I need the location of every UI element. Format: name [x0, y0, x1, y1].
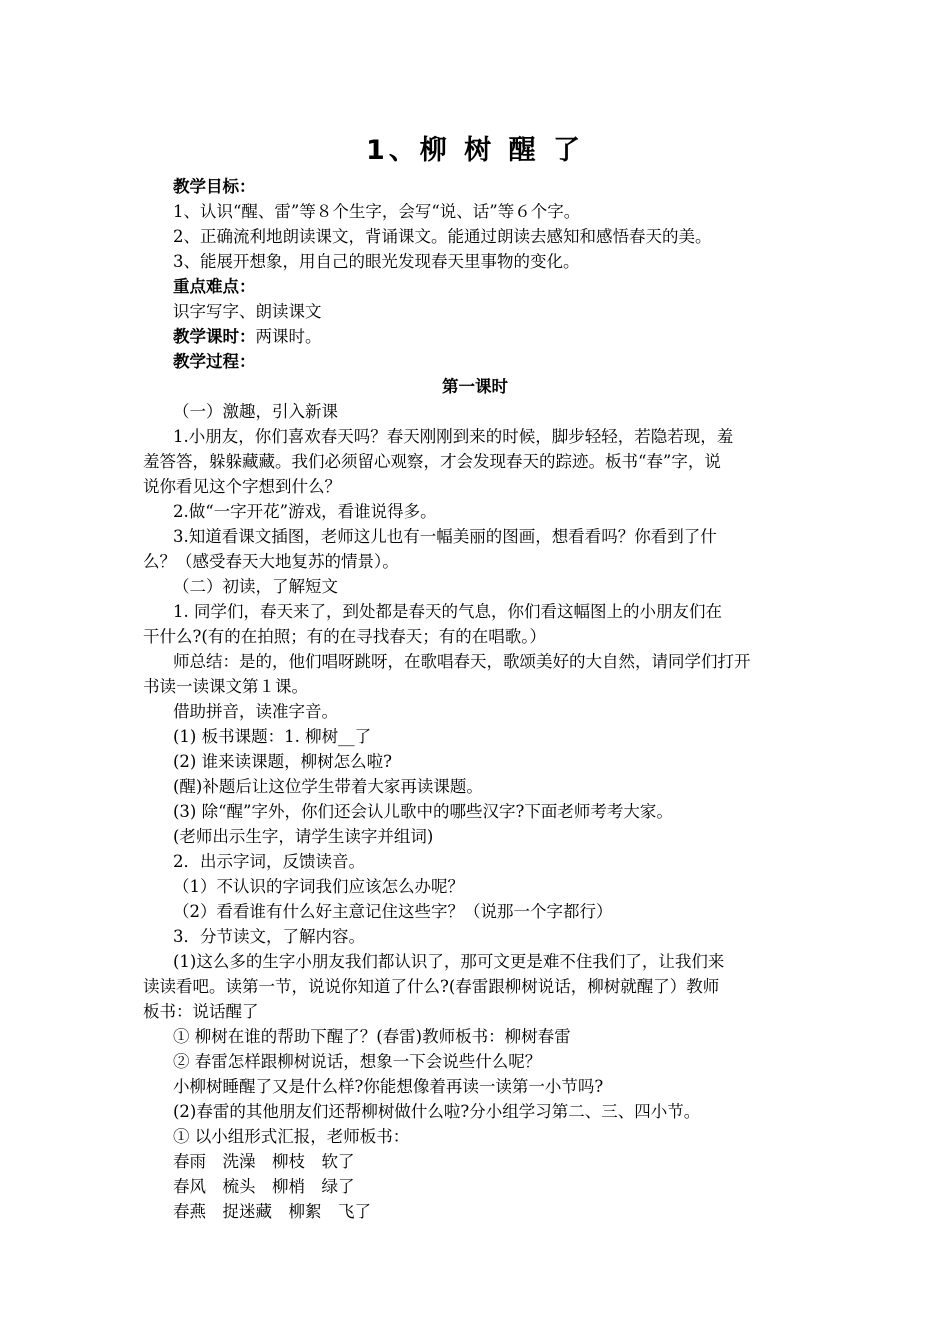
section-heading-process: 教学过程：	[173, 352, 256, 371]
paragraph-line: 借助拼音，读准字音。	[173, 702, 338, 721]
board-row: 春风 梳头 柳梢 绿了	[173, 1177, 355, 1196]
lesson-hours-label: 教学课时：	[173, 327, 256, 346]
paragraph-line: 干什么?(有的在拍照；有的在寻找春天；有的在唱歌。）	[143, 627, 547, 646]
section-heading-objectives: 教学目标：	[173, 177, 256, 196]
subsection-heading: （一）激趣，引入新课	[173, 402, 338, 421]
paragraph-line: (老师出示生字，请学生读字并组词)	[173, 827, 434, 846]
paragraph-line: 2．出示字词，反馈读音。	[173, 852, 365, 871]
paragraph-line: 3.知道看课文插图，老师这儿也有一幅美丽的图画，想看看吗？你看到了什	[173, 527, 717, 546]
key-points-text: 识字写字、朗读课文	[173, 302, 322, 321]
lesson-heading: 第一课时	[442, 377, 508, 396]
paragraph-line: 1. 同学们，春天来了，到处都是春天的气息，你们看这幅图上的小朋友们在	[173, 602, 722, 621]
paragraph-line: 小柳树睡醒了又是什么样?你能想像着再读一读第一小节吗?	[173, 1077, 604, 1096]
lesson-hours-line	[173, 326, 853, 348]
paragraph-line: （2）看看谁有什么好主意记住这些字？（说那一个字都行）	[173, 902, 613, 921]
objective-2: 2、正确流利地朗读课文，背诵课文。能通过朗读去感知和感悟春天的美。	[173, 227, 712, 246]
paragraph-line: (2)春雷的其他朋友们还帮柳树做什么啦?分小组学习第二、三、四小节。	[173, 1102, 701, 1121]
board-row: 春雨 洗澡 柳枝 软了	[173, 1152, 355, 1171]
objective-3: 3、能展开想象，用自己的眼光发现春天里事物的变化。	[173, 252, 580, 271]
paragraph-line: 书读一读课文第１课。	[143, 677, 308, 696]
paragraph-line: 3．分节读文，了解内容。	[173, 927, 365, 946]
objective-1: 1、认识“醒、雷”等８个生字，会写“说、话”等６个字。	[173, 202, 581, 221]
paragraph-line: (3) 除“醒”字外，你们还会认儿歌中的哪些汉字?下面老师考考大家。	[173, 802, 673, 821]
board-row: 春燕 捉迷藏 柳絮 飞了	[173, 1202, 371, 1221]
paragraph-line: 么？（感受春天大地复苏的情景）。	[143, 552, 399, 571]
paragraph-line: （1）不认识的字词我们应该怎么办呢？	[173, 877, 464, 896]
paragraph-line: 读读看吧。读第一节，说说你知道了什么?(春雷跟柳树说话，柳树就醒了）教师	[143, 977, 720, 996]
paragraph-line: (醒)补题后让这位学生带着大家再读课题。	[173, 777, 483, 796]
paragraph-line: 说你看见这个字想到什么？	[143, 477, 341, 496]
paragraph-line: (1)这么多的生字小朋友我们都认识了，那可文更是难不住我们了，让我们来	[173, 952, 725, 971]
subsection-heading: （二）初读，了解短文	[173, 577, 338, 596]
paragraph-line: 板书：说话醒了	[143, 1002, 259, 1021]
paragraph-line: ① 柳树在谁的帮助下醒了？(春雷)教师板书：柳树春雷	[173, 1027, 571, 1046]
paragraph-line: ① 以小组形式汇报，老师板书：	[173, 1127, 410, 1146]
paragraph-line: (2) 谁来读课题，柳树怎么啦?	[173, 752, 392, 771]
paragraph-line: 师总结：是的，他们唱呀跳呀，在歌唱春天，歌颂美好的大自然，请同学们打开	[173, 652, 751, 671]
paragraph-line: 2.做“一字开花”游戏，看谁说得多。	[173, 502, 437, 521]
paragraph-line: ② 春雷怎样跟柳树说话，想象一下会说些什么呢？	[173, 1052, 542, 1071]
section-heading-key-points: 重点难点：	[173, 277, 256, 296]
paragraph-line: 1.小朋友，你们喜欢春天吗？春天刚刚到来的时候，脚步轻轻，若隐若现，羞	[173, 427, 734, 446]
paragraph-line: (1) 板书课题：1. 柳树__了	[173, 727, 372, 746]
lesson-hours-value: 两课时。	[255, 327, 322, 346]
paragraph-line: 羞答答，躲躲藏藏。我们必须留心观察，才会发现春天的踪迹。板书“春”字，说	[143, 452, 721, 471]
document-title: 1、柳 树 醒 了	[366, 135, 584, 166]
